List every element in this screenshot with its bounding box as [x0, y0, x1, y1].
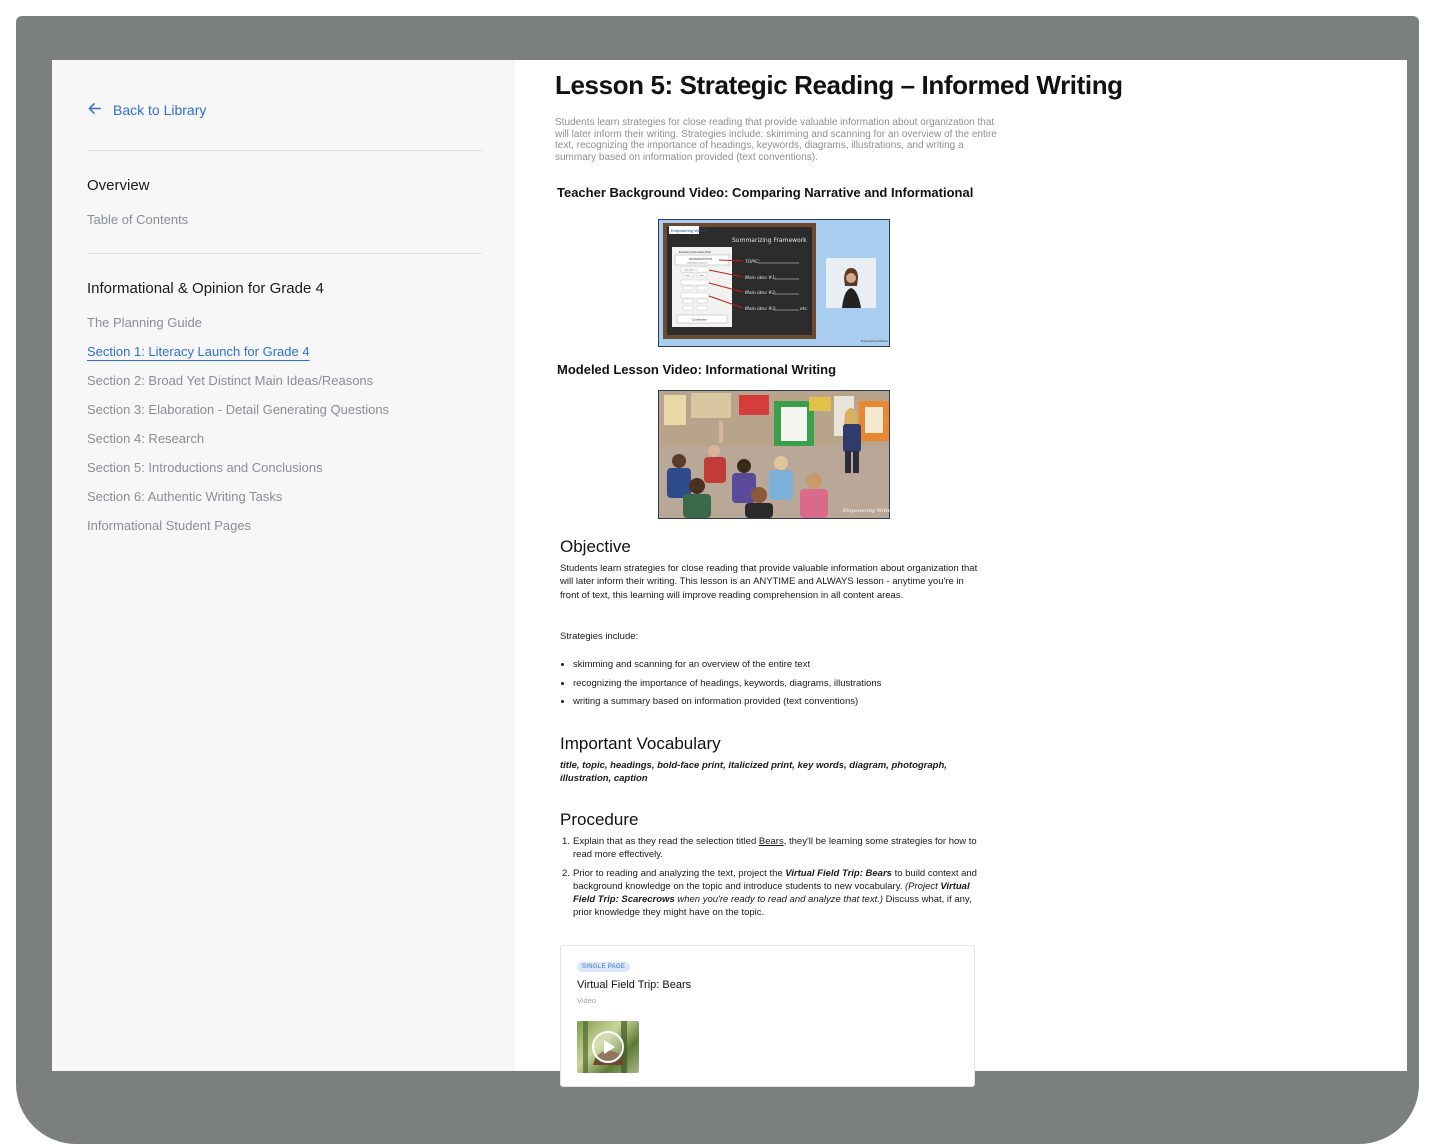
- lesson-title: Lesson 5: Strategic Reading – Informed Writing: [555, 70, 1123, 100]
- overview-heading: Overview: [87, 177, 150, 194]
- video1-conclusion: Conclusion: [692, 317, 707, 322]
- video1-main-1: Main idea #1:: [745, 276, 777, 281]
- strategies-list: [560, 659, 881, 715]
- course-heading: Informational & Opinion for Grade 4: [87, 280, 324, 297]
- video1-detail: detail: [699, 275, 704, 277]
- modeled-lesson-video[interactable]: [658, 390, 896, 519]
- procedure-list: [560, 835, 980, 925]
- sidebar-divider: [87, 150, 482, 151]
- video1-main-2: Main idea #2:: [745, 291, 777, 296]
- device-frame: [16, 16, 1419, 1144]
- arrow-left-icon: [87, 101, 102, 119]
- sidebar-divider: [87, 253, 482, 254]
- video1-etc: etc.: [800, 307, 809, 312]
- sidebar-item-section-1[interactable]: Section 1: Literacy Launch for Grade 4: [87, 344, 310, 359]
- objective-heading: Objective: [560, 537, 631, 556]
- list-item: writing a summary based on information provided (text conventions): [560, 696, 881, 715]
- resource-card[interactable]: [560, 945, 975, 1087]
- step-text: Explain that as they read the selection titled: [573, 836, 759, 847]
- sidebar-item-section-5[interactable]: Section 5: Introductions and Conclusions: [87, 460, 323, 475]
- video1-main-idea-box: Main Idea #1: [685, 269, 697, 272]
- strategies-label: Strategies include:: [560, 631, 639, 642]
- sidebar-item-student-pages[interactable]: Informational Student Pages: [87, 518, 252, 533]
- video1-title: Summarizing Framework: [732, 237, 807, 244]
- step-emphasis: Virtual Field Trip: Bears: [785, 867, 892, 879]
- resource-thumbnail[interactable]: [577, 1021, 639, 1073]
- sidebar-item-section-4[interactable]: Section 4: Research: [87, 431, 205, 446]
- step-text-italic: (Project: [905, 880, 941, 892]
- single-page-badge: SINGLE PAGE: [577, 962, 630, 972]
- video2-watermark: Empowering Writers: [843, 508, 896, 514]
- step-text: to build context and background knowledge on the topic and introduce students to new vocabulary.: [573, 867, 977, 892]
- procedure-step: [560, 867, 980, 920]
- modeled-video-heading: Modeled Lesson Video: Informational Writing: [557, 362, 837, 377]
- resource-type: Video: [577, 996, 597, 1005]
- video1-introduction: INTRODUCTION: [689, 257, 712, 261]
- video1-main-3: Main idea #3:: [745, 307, 777, 312]
- video1-watermark: Empowering Writers: [861, 339, 888, 343]
- sidebar-item-section-2[interactable]: Section 2: Broad Yet Distinct Main Ideas/Reasons: [87, 373, 374, 388]
- vocabulary-heading: Important Vocabulary: [560, 734, 721, 753]
- step-text-italic: when you're ready to read and analyze that text.): [674, 894, 884, 906]
- procedure-heading: Procedure: [560, 810, 639, 829]
- play-icon[interactable]: [593, 1032, 623, 1062]
- procedure-step: [560, 835, 980, 862]
- step-number: 2.: [562, 867, 570, 879]
- lesson-description: Students learn strategies for close reading that provide valuable information about organization that will later inform their writing. Strategies include: skimming and scanning for an overview of the entire text, recognizing the importance of headings, keywords, diagrams, illustrations, and writing a summary based on information provided (text conventions).: [555, 117, 997, 163]
- video1-detail: detail: [685, 275, 690, 277]
- step-text: Discuss what, if any, prior knowledge they might have on the topic.: [573, 894, 972, 919]
- back-to-library-label[interactable]: Back to Library: [113, 102, 207, 118]
- back-to-library-link[interactable]: [87, 101, 206, 119]
- teacher-background-video[interactable]: [658, 219, 890, 347]
- sidebar-item-table-of-contents[interactable]: Table of Contents: [87, 212, 189, 227]
- step-text: , they'll be learning some strategies for how to read more effectively.: [573, 836, 977, 861]
- video1-brand: Empowering Writers: [671, 228, 707, 233]
- resource-title[interactable]: Virtual Field Trip: Bears: [577, 979, 692, 991]
- sidebar-item-planning-guide[interactable]: The Planning Guide: [87, 315, 202, 330]
- step-number: 1.: [562, 836, 570, 847]
- sidebar-item-section-6[interactable]: Section 6: Authentic Writing Tasks: [87, 489, 283, 504]
- teacher-video-heading: Teacher Background Video: Comparing Narrative and Informational: [557, 185, 974, 200]
- bears-title-link[interactable]: Bears: [758, 836, 784, 847]
- list-item: skimming and scanning for an overview of the entire text: [560, 659, 881, 678]
- video1-chart-title: Expository/Informative Pillar: [679, 251, 712, 254]
- sidebar-item-section-3[interactable]: Section 3: Elaboration - Detail Generating Questions: [87, 402, 390, 417]
- step-text: Prior to reading and analyzing the text, project the: [573, 867, 786, 879]
- objective-text: [560, 562, 980, 602]
- vocabulary-text: title, topic, headings, bold-face print, italicized print, key words, diagram, photograph, illustration, caption: [560, 760, 947, 785]
- list-item: recognizing the importance of headings, keywords, diagrams, illustrations: [560, 678, 881, 697]
- objective-text-part: Students learn strategies for close reading that provide valuable information about organization that will later inform their writing. This lesson is an: [560, 563, 978, 588]
- step-emphasis: Virtual Field Trip: Scarecrows: [573, 880, 970, 906]
- objective-emphasis: ANYTIME and ALWAYS: [753, 576, 854, 588]
- video1-topic-label: TOPIC:: [745, 260, 760, 265]
- sidebar: [52, 60, 514, 1071]
- app-screen: [52, 60, 1407, 1071]
- objective-text-part: lesson - anytime you're in front of text, this learning will improve reading comprehension in all content areas.: [560, 576, 964, 601]
- lesson-content: [513, 60, 1407, 1071]
- video1-topic-sentence: Lead/Topic Sentence: [687, 262, 708, 265]
